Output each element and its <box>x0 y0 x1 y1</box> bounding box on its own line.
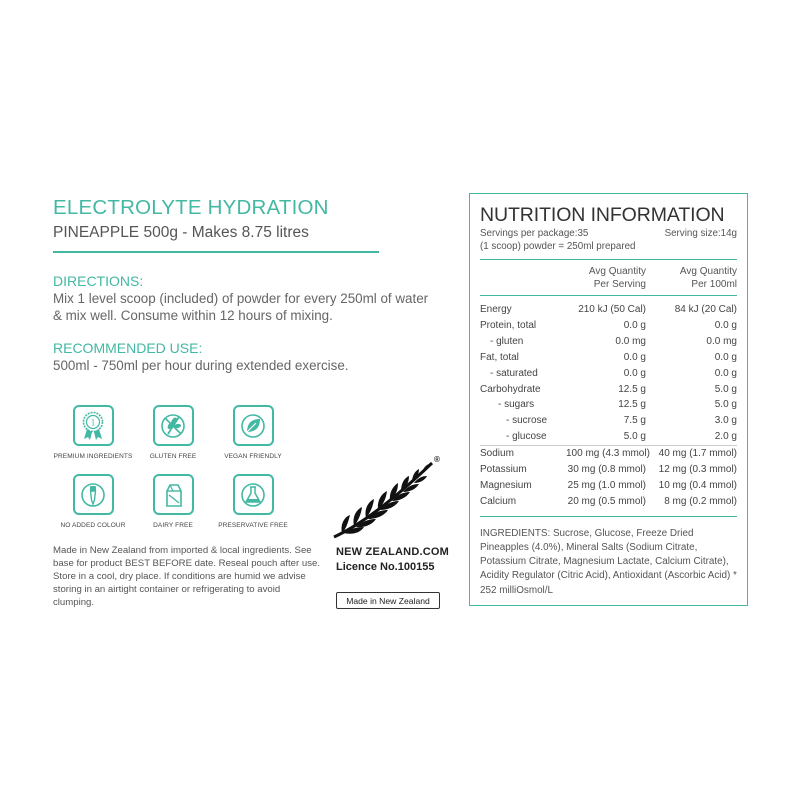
per-100ml-value: 0.0 g <box>714 367 737 379</box>
serving-size: Serving size:14g <box>664 228 737 239</box>
nutrient-name: - gluten <box>490 335 524 347</box>
per-100ml-value: 12 mg (0.3 mmol) <box>658 464 737 476</box>
per-100ml-value: 0.0 g <box>714 351 737 363</box>
made-in-nz-badge: Made in New Zealand <box>336 592 440 609</box>
table-row <box>480 429 737 445</box>
ingredients-divider <box>480 516 737 517</box>
badge-preservative-free <box>213 474 293 529</box>
per-serving-value: 25 mg (1.0 mmol) <box>567 479 646 491</box>
recommended-heading: RECOMMENDED USE: <box>53 340 203 356</box>
per-serving-value: 7.5 g <box>623 415 646 427</box>
feature-badges <box>53 405 293 529</box>
nutrient-name: Magnesium <box>480 479 532 491</box>
badge-label: DAIRY FREE <box>153 522 193 529</box>
per-serving-value: 100 mg (4.3 mmol) <box>566 448 650 460</box>
per-100ml-value: 10 mg (0.4 mmol) <box>658 479 737 491</box>
table-row <box>480 350 737 366</box>
nutrient-name: Sodium <box>480 448 514 460</box>
per-100ml-value: 3.0 g <box>714 415 737 427</box>
table-row <box>480 462 737 478</box>
wheat-icon <box>153 405 194 446</box>
per-100ml-value: 2.0 g <box>714 431 737 443</box>
registered-mark: ® <box>434 455 440 464</box>
per-serving-value: 0.0 mg <box>615 335 646 347</box>
badge-label: NO ADDED COLOUR <box>60 522 126 529</box>
badge-gluten-free <box>133 405 213 460</box>
milk-carton-icon <box>153 474 194 515</box>
nutrition-title: NUTRITION INFORMATION <box>480 204 725 226</box>
nutrient-name: Protein, total <box>480 319 537 331</box>
recommended-text: 500ml - 750ml per hour during extended exercise. <box>53 358 349 373</box>
nutrient-name: Calcium <box>480 495 517 507</box>
per-serving-value: 12.5 g <box>618 383 646 395</box>
product-info <box>53 196 435 374</box>
nutrient-name: - glucose <box>506 431 547 443</box>
panel-divider <box>480 259 737 260</box>
badge-label: GLUTEN FREE <box>149 453 197 460</box>
badge-dairy-free <box>133 474 213 529</box>
column-headers <box>480 265 737 291</box>
flask-icon <box>233 474 274 515</box>
nutrition-rows <box>480 302 737 510</box>
per-100ml-value: 0.0 mg <box>706 335 737 347</box>
servings-per-package: Servings per package:35 <box>480 228 589 239</box>
fern-logo <box>330 455 450 545</box>
product-subtitle: PINEAPPLE 500g - Makes 8.75 litres <box>53 224 309 241</box>
nutrient-name: Energy <box>480 304 512 315</box>
table-row <box>480 318 737 334</box>
per-100ml-value: 8 mg (0.2 mmol) <box>664 495 737 507</box>
col-header-line: Per Serving <box>593 279 646 290</box>
nz-licence: Licence No.100155 <box>336 561 435 573</box>
title-divider <box>53 251 379 253</box>
dropper-icon <box>73 474 114 515</box>
directions-text: Mix 1 level scoop (included) of powder for every 250ml of water & mix well. Consume within 12 hours of mixing. <box>53 291 429 323</box>
award-ribbon-icon <box>73 405 114 446</box>
badge-label: PRESERVATIVE FREE <box>218 522 288 529</box>
directions-heading: DIRECTIONS: <box>53 273 144 289</box>
per-serving-value: 210 kJ (50 Cal) <box>578 304 646 315</box>
per-100ml-value: 84 kJ (20 Cal) <box>674 304 737 315</box>
svg-text:1: 1 <box>90 417 96 427</box>
per-serving-value: 5.0 g <box>623 431 646 443</box>
per-serving-value: 0.0 g <box>623 319 646 331</box>
table-row <box>480 397 737 413</box>
header-divider <box>480 295 737 296</box>
nutrient-name: Carbohydrate <box>480 383 541 395</box>
badge-premium-ingredients <box>53 405 133 460</box>
table-row <box>480 494 737 510</box>
badge-label: PREMIUM INGREDIENTS <box>53 453 133 460</box>
nutrient-name: Potassium <box>480 464 527 476</box>
nutrient-name: - saturated <box>490 367 538 379</box>
per-100ml-value: 40 mg (1.7 mmol) <box>658 448 737 460</box>
servings-line <box>480 227 737 240</box>
table-row <box>480 302 737 318</box>
table-row <box>480 366 737 382</box>
nutrient-name: - sucrose <box>506 415 548 427</box>
col-per-100ml-header <box>646 265 737 291</box>
table-row <box>480 478 737 494</box>
per-serving-value: 12.5 g <box>618 399 646 411</box>
per-serving-value: 0.0 g <box>623 351 646 363</box>
nutrient-name: - sugars <box>498 399 535 411</box>
badge-label: VEGAN FRIENDLY <box>224 453 282 460</box>
table-row <box>480 445 737 462</box>
nz-website: NEW ZEALAND.COM <box>336 546 449 558</box>
col-header-line: Avg Quantity <box>588 266 646 277</box>
per-100ml-value: 5.0 g <box>714 399 737 411</box>
col-per-serving-header <box>566 265 646 291</box>
per-100ml-value: 5.0 g <box>714 383 737 395</box>
product-title: ELECTROLYTE HYDRATION <box>53 196 329 219</box>
storage-note: Made in New Zealand from imported & local ingredients. See base for product BEST BEFORE date. Reseal pouch after use. Store in a cool, dry place. If conditions are humid we advise storing in an airtight container or refrigerating to avoid clumping. <box>53 545 320 608</box>
ingredients-text: INGREDIENTS: Sucrose, Glucose, Freeze Dried Pineapples (4.0%), Mineral Salts (Sodium Citrate, Potassium Citrate, Magnesium Lactate, Calcium Citrate), Acidity Regulator (Citric Acid), Antioxidant (Ascorbic Acid) * 252 milliOsmol/L <box>480 527 737 596</box>
leaf-icon <box>233 405 274 446</box>
per-serving-value: 20 mg (0.5 mmol) <box>567 495 646 507</box>
table-row <box>480 413 737 429</box>
badge-vegan-friendly <box>213 405 293 460</box>
per-100ml-value: 0.0 g <box>714 319 737 331</box>
per-serving-value: 0.0 g <box>623 367 646 379</box>
col-header-line: Per 100ml <box>691 279 737 290</box>
serving-note: (1 scoop) powder = 250ml prepared <box>480 241 636 252</box>
nutrition-panel <box>469 193 748 606</box>
col-header-line: Avg Quantity <box>679 266 737 277</box>
table-row <box>480 382 737 398</box>
table-row <box>480 334 737 350</box>
nutrient-name: Fat, total <box>480 351 519 363</box>
badge-no-added-colour <box>53 474 133 529</box>
per-serving-value: 30 mg (0.8 mmol) <box>567 464 646 476</box>
silver-fern-icon <box>330 455 450 545</box>
